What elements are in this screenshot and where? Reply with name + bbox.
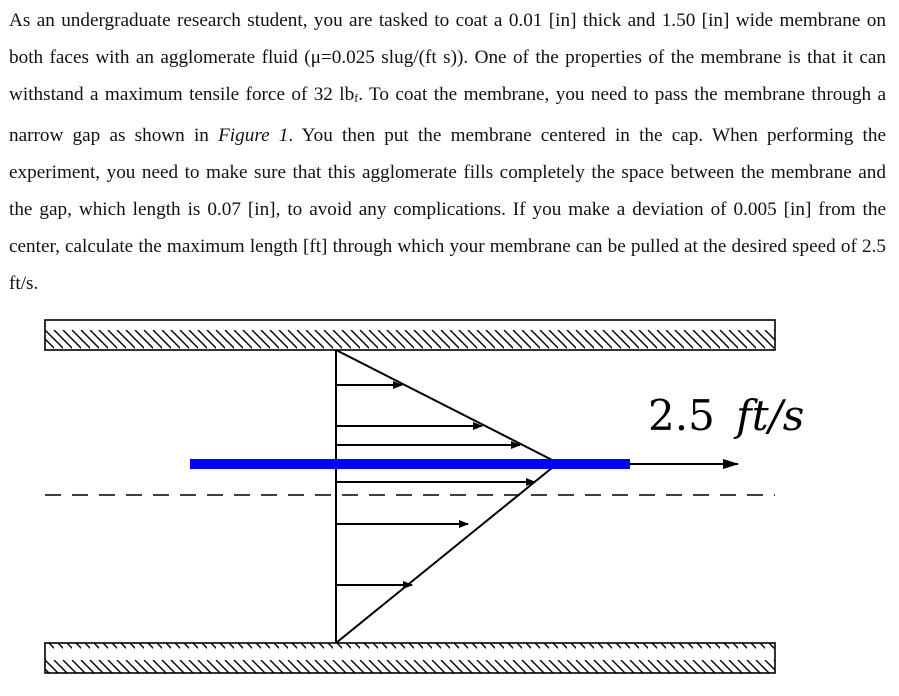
speed-units: ft/s xyxy=(736,391,805,440)
profile-upper-edge xyxy=(336,350,558,463)
speed-value: 2.5 xyxy=(648,391,715,440)
velocity-profile xyxy=(336,350,558,643)
top-wall xyxy=(45,320,775,350)
speed-label xyxy=(648,391,804,440)
problem-text-part-3: . You then put the membrane centered in the cap. When performing the experiment, you need to make sure that this agglomerate fills completely the space between the membrane and the gap, which length is 0.07 [in], to avoid any complications. If you make a deviation of 0.005 [in] from the center, calculate the maximum length [ft] through which your membrane can be pulled at the desired speed of 2.5 ft/s. xyxy=(9,125,886,294)
problem-text-part-2: . To coat the membrane, you need to pass the membrane through a narrow gap as shown in xyxy=(9,84,887,146)
bottom-wall xyxy=(45,643,775,673)
force-unit-subscript: f xyxy=(354,91,359,105)
figure-reference: Figure 1 xyxy=(218,125,289,146)
profile-lower-edge xyxy=(336,463,558,643)
problem-text-part-1: As an undergraduate research student, you are tasked to coat a 0.01 [in] thick and 1.50 [in] wide membrane on both faces with an agglomerate fluid (μ=0.025 slug/(ft s)). One of the properties of the membrane is that it can withstand a maximum tensile force of 32 lb xyxy=(9,10,886,105)
